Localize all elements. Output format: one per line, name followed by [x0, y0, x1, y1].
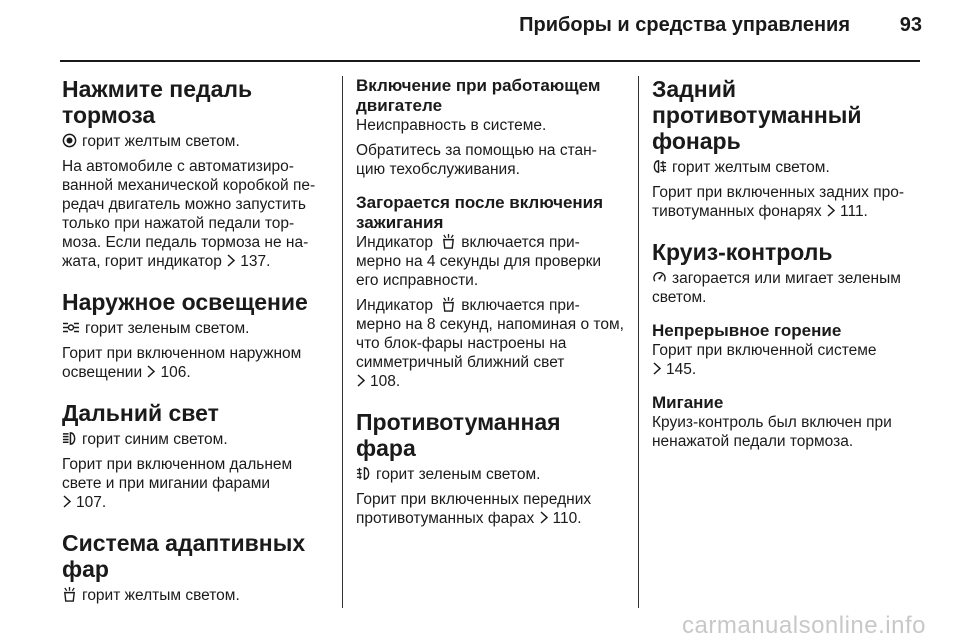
front-fog-icon	[356, 466, 371, 481]
high-beam-icon	[62, 431, 77, 446]
column-2	[356, 76, 624, 534]
watermark: carmanualsonline.info	[682, 612, 926, 639]
indicator-8-seconds-text: Индикатор включается при- мерно на 8 секунд, напоминая о том, что блок-фары настроены на симметричный ближний свет 108.	[356, 297, 624, 390]
adaptive-lights-indicator-line: горит желтым светом.	[62, 586, 330, 605]
high-beam-indicator-line: горит синим светом.	[62, 430, 330, 449]
high-beam-description: Горит при включенном дальнем свете и при мигании фарами 107.	[62, 456, 293, 511]
page-ref: 107.	[76, 494, 107, 511]
fault-text: Неисправность в системе.	[356, 117, 547, 134]
section-title-adaptive-lights: Система адаптивных фар	[62, 530, 306, 582]
adaptive-lights-icon	[441, 297, 456, 312]
exterior-lights-icon	[62, 320, 80, 335]
page-ref: 145.	[666, 361, 697, 378]
brake-pedal-icon	[62, 133, 77, 148]
column-divider	[342, 76, 343, 608]
brake-description: На автомобиле с автоматизиро- ванной механической коробкой пе- редач двигатель можно запустить только при нажатой педали тор- моза. Если педаль тормоза не на- жата, горит индикатор 137.	[62, 158, 316, 270]
page-reference-arrow-icon	[652, 362, 662, 375]
section-title-exterior-lights: Наружное освещение	[62, 289, 308, 315]
page-ref: 110.	[552, 510, 582, 527]
page-reference-arrow-icon	[826, 204, 836, 217]
page-ref: 111.	[840, 203, 868, 220]
header-divider	[60, 60, 920, 62]
rear-fog-description: Горит при включенных задних про- тивотуманных фонарях 111.	[652, 184, 905, 220]
column-divider	[638, 76, 639, 608]
page-ref: 108.	[370, 373, 401, 390]
cruise-indicator-line: загорается или мигает зеленым светом.	[652, 270, 901, 306]
page-ref: 106.	[160, 364, 191, 381]
front-fog-indicator-line: горит зеленым светом.	[356, 465, 624, 484]
adaptive-lights-icon	[62, 587, 77, 602]
column-3	[652, 76, 920, 457]
brake-indicator-line: горит желтым светом.	[62, 132, 330, 151]
page-reference-arrow-icon	[226, 254, 236, 267]
subheading-flashing: Мигание	[652, 393, 724, 412]
page-reference-arrow-icon	[62, 495, 72, 508]
page-reference-arrow-icon	[146, 365, 156, 378]
indicator-4-seconds-text: Индикатор включается при- мерно на 4 секунды для проверки его исправности.	[356, 234, 602, 289]
section-title-cruise-control: Круиз-контроль	[652, 239, 833, 265]
page-header-title: Приборы и средства управления	[519, 14, 850, 36]
page-number: 93	[899, 14, 922, 36]
subheading-continuous: Непрерывное горение	[652, 321, 842, 340]
rear-fog-icon	[652, 159, 667, 174]
page-reference-arrow-icon	[539, 511, 549, 524]
section-title-brake: Нажмите педаль тормоза	[62, 76, 253, 128]
exterior-lights-indicator-line: горит зеленым светом.	[62, 319, 330, 338]
service-text: Обратитесь за помощью на стан- цию техобслуживания.	[356, 142, 597, 178]
rear-fog-indicator-line: горит желтым светом.	[652, 158, 920, 177]
adaptive-lights-icon	[441, 234, 456, 249]
section-title-high-beam: Дальний свет	[62, 400, 219, 426]
flashing-description: Круиз-контроль был включен при ненажатой педали тормоза.	[652, 414, 892, 450]
subheading-engine-running: Включение при работающем двигателе	[356, 76, 601, 115]
section-title-front-fog: Противотуманная фара	[356, 409, 561, 461]
continuous-description: Горит при включенной системе 145.	[652, 342, 877, 378]
front-fog-description: Горит при включенных передних противотуманных фарах 110.	[356, 491, 592, 527]
section-title-rear-fog: Задний противотуманный фонарь	[652, 76, 862, 154]
page-ref: 137.	[240, 253, 271, 270]
column-1	[62, 76, 330, 611]
exterior-lights-description: Горит при включенном наружном освещении 106.	[62, 345, 302, 381]
cruise-control-icon	[652, 270, 667, 285]
subheading-after-ignition: Загорается после включения зажигания	[356, 193, 604, 232]
page-reference-arrow-icon	[356, 374, 366, 387]
